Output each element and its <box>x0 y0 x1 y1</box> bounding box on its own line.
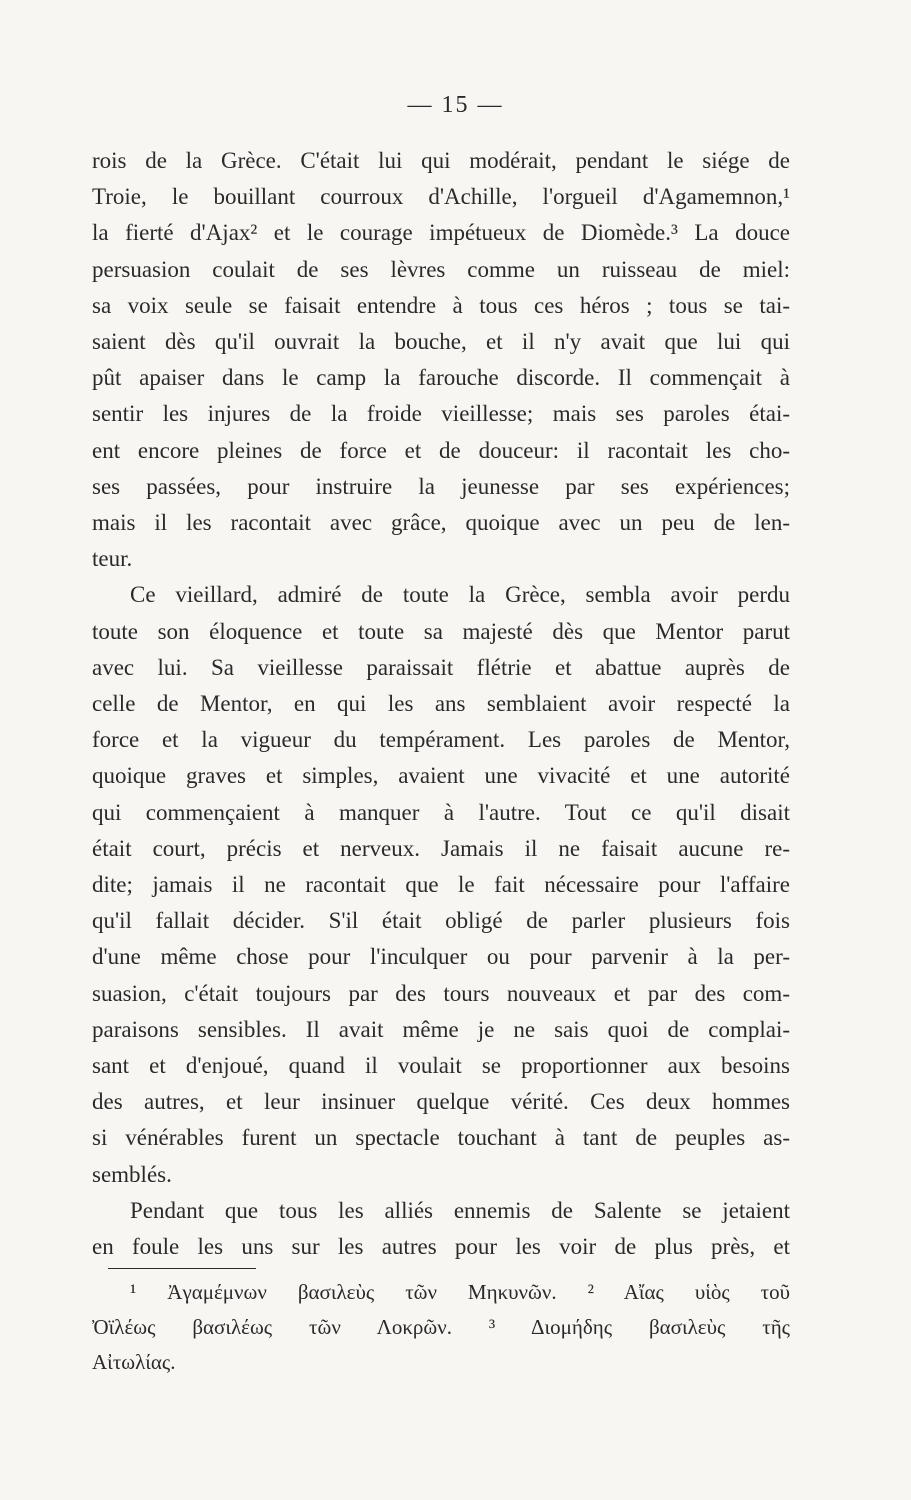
text-line: saient dès qu'il ouvrait la bouche, et il n'y avait que lui qui <box>92 329 790 355</box>
text-line: force et la vigueur du tempérament. Les paroles de Mentor, <box>92 727 790 753</box>
text-line: persuasion coulait de ses lèvres comme un ruisseau de miel: <box>92 256 790 282</box>
text-line: paraisons sensibles. Il avait même je ne sais quoi de complai- <box>92 1016 790 1042</box>
text-line: la fierté d'Ajax² et le courage impétueux de Diomède.³ La douce <box>92 220 790 246</box>
text-line: en foule les uns sur les autres pour les voir de plus près, et <box>92 1234 790 1260</box>
text-line: dite; jamais il ne racontait que le fait nécessaire pour l'affaire <box>92 872 790 898</box>
text-line: suasion, c'était toujours par des tours nouveaux et par des com- <box>92 980 790 1006</box>
text-line: était court, précis et nerveux. Jamais il ne faisait aucune re- <box>92 835 790 861</box>
text-line: avec lui. Sa vieillesse paraissait flétrie et abattue auprès de <box>92 654 790 680</box>
text-line: qui commençaient à manquer à l'autre. Tout ce qu'il disait <box>92 799 790 825</box>
text-line: pût apaiser dans le camp la farouche discorde. Il commençait à <box>92 365 790 391</box>
text-line: teur. <box>92 546 133 572</box>
text-line: d'une même chose pour l'inculquer ou pour parvenir à la per- <box>92 944 790 970</box>
text-line: des autres, et leur insinuer quelque vérité. Ces deux hommes <box>92 1089 790 1115</box>
text-line: Troie, le bouillant courroux d'Achille, l'orgueil d'Agamemnon,¹ <box>92 184 790 210</box>
footnotes <box>92 1275 790 1380</box>
text-line: quoique graves et simples, avaient une vivacité et une autorité <box>92 763 790 789</box>
text-line: sant et d'enjoué, quand il voulait se proportionner aux besoins <box>92 1053 790 1079</box>
text-line: semblés. <box>92 1161 172 1187</box>
text-line: ses passées, pour instruire la jeunesse par ses expériences; <box>92 473 790 499</box>
text-line: rois de la Grèce. C'était lui qui modérait, pendant le siége de <box>92 148 790 173</box>
text-line: qu'il fallait décider. S'il était obligé de parler plusieurs fois <box>92 908 790 934</box>
text-line: sentir les injures de la froide vieillesse; mais ses paroles étai- <box>92 401 790 427</box>
text-line: si vénérables furent un spectacle touchant à tant de peuples as- <box>92 1125 790 1151</box>
body-text <box>92 143 790 1265</box>
page-number: — 15 — <box>407 92 504 118</box>
text-line: celle de Mentor, en qui les ans semblaient avoir respecté la <box>92 691 790 717</box>
text-line: mais il les racontait avec grâce, quoique avec un peu de len- <box>92 510 790 536</box>
text-line: toute son éloquence et toute sa majesté dès que Mentor parut <box>92 618 790 644</box>
footnote-line: ¹ Ἀγαμέμνων βασιλεὺς τῶν Μηκυνῶν. ² Αἴας υἱὸς τοῦ <box>130 1280 790 1304</box>
text-line: ent encore pleines de force et de douceur: il racontait les cho- <box>92 437 790 463</box>
footnote-line: Ὀϊλέως βασιλέως τῶν Λοκρῶν. ³ Διομήδης βασιλεὺς τῆς <box>92 1315 790 1339</box>
text-line: Ce vieillard, admiré de toute la Grèce, sembla avoir perdu <box>130 582 790 608</box>
footnote-divider <box>108 1268 256 1269</box>
text-line: Pendant que tous les alliés ennemis de Salente se jetaient <box>130 1197 790 1223</box>
footnote-line: Αἰτωλίας. <box>92 1350 176 1374</box>
text-line: sa voix seule se faisait entendre à tous ces héros ; tous se tai- <box>92 292 790 318</box>
